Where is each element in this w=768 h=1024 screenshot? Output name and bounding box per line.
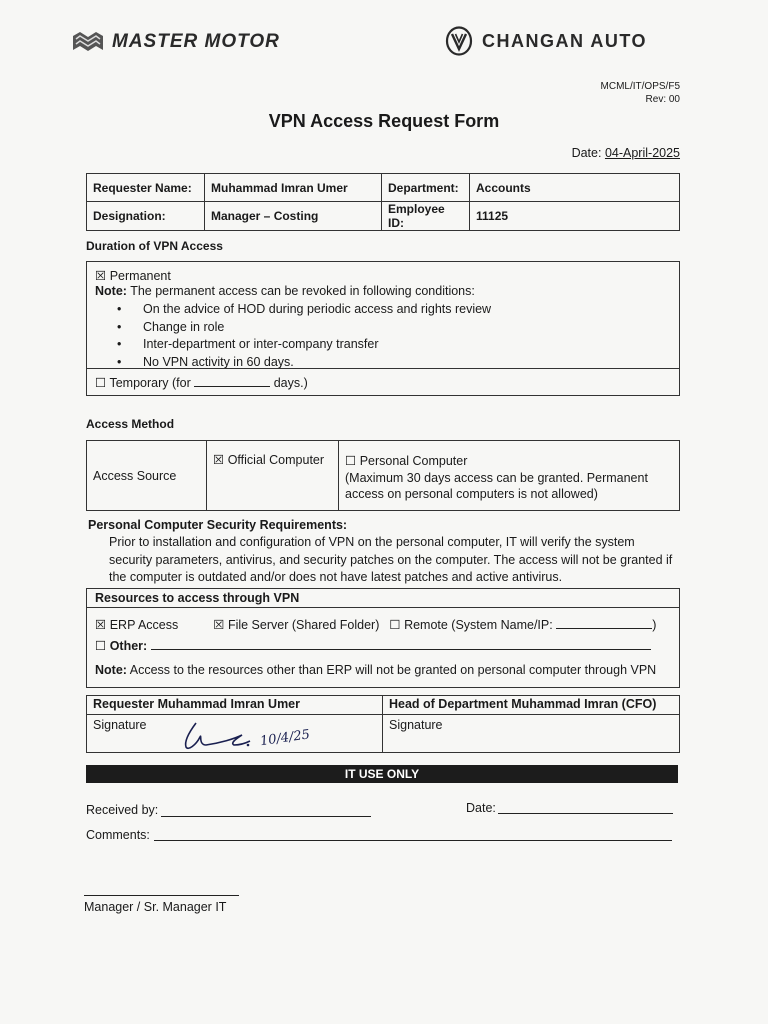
other-label: Other: — [109, 639, 148, 653]
personal-computer-label: Personal Computer — [359, 454, 468, 468]
remote-checkbox[interactable]: ☐ — [389, 618, 401, 632]
personal-computer-note: (Maximum 30 days access can be granted. Permanent access on personal computers is not allowed) — [345, 470, 648, 501]
it-date-field[interactable] — [498, 813, 673, 814]
temporary-days-field[interactable] — [194, 376, 270, 387]
department-value: Accounts — [470, 174, 680, 202]
list-item: • Inter-department or inter-company transfer — [117, 336, 491, 354]
requester-info-table — [86, 173, 680, 231]
temporary-suffix: days.) — [273, 376, 308, 390]
received-by-field[interactable] — [161, 816, 371, 817]
handwritten-date: 10/4/25 — [259, 727, 311, 750]
table-row — [87, 441, 680, 511]
remote-close: ) — [652, 618, 657, 632]
list-item: • On the advice of HOD during periodic access and rights review — [117, 301, 491, 319]
temporary-checkbox[interactable]: ☐ — [95, 376, 107, 390]
temporary-option[interactable] — [95, 375, 308, 390]
file-server-label: File Server (Shared Folder) — [227, 618, 380, 632]
table-row — [87, 174, 680, 202]
personal-computer-checkbox[interactable]: ☐ — [345, 454, 357, 468]
duration-section-label: Duration of VPN Access — [86, 239, 223, 253]
personal-computer-option[interactable] — [339, 441, 680, 511]
manager-signature-line[interactable] — [84, 895, 239, 896]
requester-signature-head: Requester Muhammad Imran Umer — [87, 696, 383, 715]
date-value: 04-April-2025 — [604, 146, 680, 160]
doc-code: MCML/IT/OPS/F5 — [600, 81, 680, 92]
requester-name-value: Muhammad Imran Umer — [205, 174, 382, 202]
employee-id-value: 11125 — [470, 202, 680, 231]
hod-signature-cell[interactable] — [383, 715, 680, 753]
other-field[interactable] — [151, 639, 651, 650]
received-by-label: Received by: — [86, 803, 159, 817]
revoke-conditions-list — [117, 301, 491, 371]
duration-box — [86, 261, 680, 396]
signature-label: Signature — [389, 718, 443, 732]
pc-security-heading: Personal Computer Security Requirements: — [88, 518, 348, 532]
changan-logo-icon — [444, 26, 474, 56]
divider — [87, 368, 679, 369]
hod-signature-head: Head of Department Muhammad Imran (CFO) — [383, 696, 680, 715]
pc-security-text: Prior to installation and configuration of VPN on the personal computer, IT will verify the system security parameters, antivirus, and security patches on the computer. The access will not be granted if the computer is outdated and/or does not have latest patches and active antivirus. — [109, 535, 673, 584]
master-motor-logo — [72, 30, 280, 54]
form-title: VPN Access Request Form — [268, 111, 500, 131]
official-computer-option[interactable] — [207, 441, 339, 511]
resources-box — [86, 588, 680, 688]
file-server-checkbox[interactable]: ☒ — [213, 618, 225, 632]
designation-label: Designation: — [87, 202, 205, 231]
other-checkbox[interactable]: ☐ — [95, 639, 107, 653]
remote-system-field[interactable] — [556, 618, 652, 629]
access-source-label: Access Source — [87, 441, 207, 511]
permanent-label: Permanent — [109, 269, 171, 283]
manager-label: Manager / Sr. Manager IT — [84, 900, 227, 914]
permanent-checkbox[interactable]: ☒ — [95, 269, 107, 283]
access-method-section-label: Access Method — [86, 417, 175, 431]
note-text: Access to the resources other than ERP will not be granted on personal computer through VPN — [129, 663, 657, 677]
official-computer-label: Official Computer — [227, 453, 325, 467]
designation-value: Manager – Costing — [205, 202, 382, 231]
note-label: Note: — [95, 663, 127, 677]
duration-note — [95, 284, 475, 298]
changan-auto-logo — [444, 26, 647, 56]
comments-field[interactable] — [154, 840, 672, 841]
erp-checkbox[interactable]: ☒ — [95, 618, 107, 632]
other-option — [95, 638, 651, 653]
list-item: • No VPN activity in 60 days. — [117, 354, 491, 372]
document-reference — [601, 80, 680, 106]
resources-note — [95, 663, 656, 677]
note-label: Note: — [95, 284, 127, 298]
it-use-only-bar: IT USE ONLY — [86, 765, 678, 783]
it-date-label: Date: — [466, 801, 496, 815]
permanent-option[interactable] — [95, 268, 171, 283]
comments-label: Comments: — [86, 828, 150, 842]
table-row — [87, 202, 680, 231]
master-motor-logo-icon — [72, 30, 104, 54]
form-date — [572, 146, 680, 160]
resources-heading: Resources to access through VPN — [87, 589, 679, 608]
master-motor-logo-text: MASTER MOTOR — [112, 31, 280, 52]
remote-label: Remote (System Name/IP: — [404, 618, 553, 632]
doc-revision: Rev: 00 — [645, 94, 680, 105]
requester-name-label: Requester Name: — [87, 174, 205, 202]
official-computer-checkbox[interactable]: ☒ — [213, 453, 225, 467]
handwritten-signature — [176, 715, 326, 755]
employee-id-label: Employee ID: — [382, 202, 470, 231]
resources-options-row — [95, 617, 656, 632]
table-row — [87, 696, 680, 715]
list-item: • Change in role — [117, 319, 491, 337]
access-method-table — [86, 440, 680, 511]
note-text: The permanent access can be revoked in following conditions: — [130, 284, 475, 298]
date-label: Date: — [571, 146, 602, 160]
erp-label: ERP Access — [109, 618, 179, 632]
department-label: Department: — [382, 174, 470, 202]
signature-label: Signature — [93, 718, 147, 732]
temporary-prefix: Temporary (for — [109, 376, 191, 390]
changan-auto-logo-text: CHANGAN AUTO — [482, 30, 647, 51]
